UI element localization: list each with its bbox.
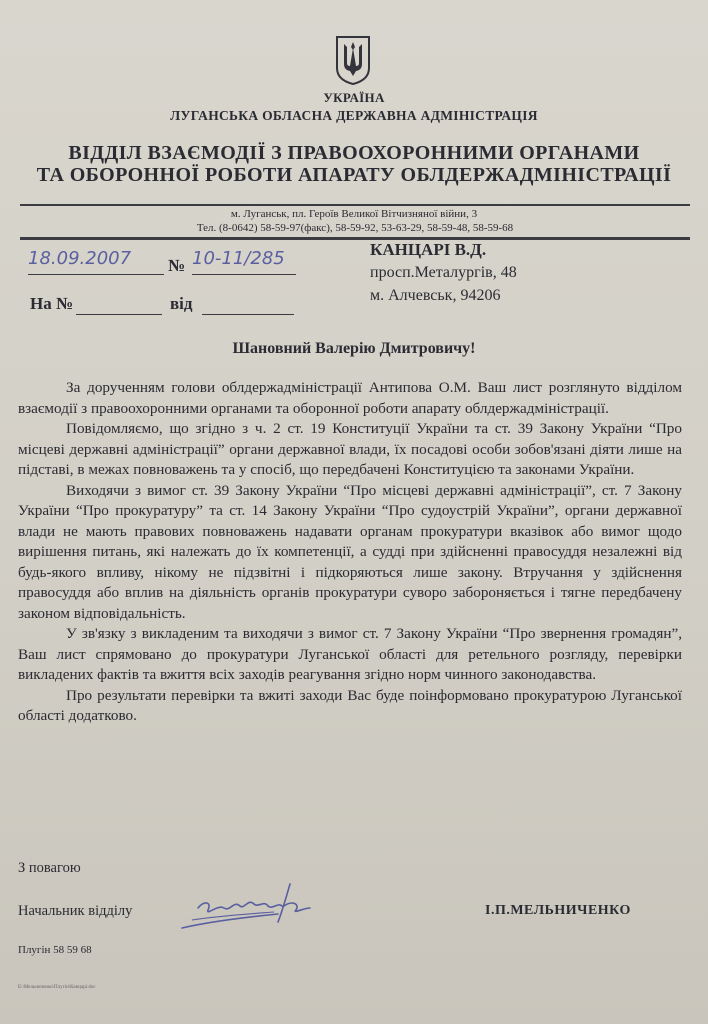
number-label: № bbox=[168, 256, 186, 275]
recipient-name: КАНЦАРІ В.Д. bbox=[370, 240, 487, 259]
reply-to-number-blank bbox=[76, 296, 162, 315]
address-line: м. Луганськ, пл. Героїв Великої Вітчизняної війни, 3 bbox=[230, 208, 478, 220]
handwritten-signature bbox=[178, 878, 328, 936]
reply-to-date-blank bbox=[202, 296, 294, 315]
letter-body bbox=[18, 378, 682, 727]
outgoing-date: 18.09.2007 bbox=[28, 248, 132, 269]
body-paragraph: За дорученням голови облдержадміністрації Антипова О.М. Ваш лист розглянуто відділом взаємодії з правоохоронними органами та оборонної роботи апарату облдержадміністрації. bbox=[18, 379, 682, 417]
body-paragraph: Виходячи з вимог ст. 39 Закону України “Про місцеві державні адміністрації”, ст. 7 Закону України “Про прокуратуру” та ст. 14 Закону України “Про судоустрій України”, органи державної влади не мають правових повноважень надавати органам прокуратури вказівок або вимог щодо вирішення питань, які належать до їх компетенції, а судді при здійсненні правосуддя незалежні від будь-якого впливу, нікому не підзвітні і підкоряються лише закону. Втручання у здійснення правосуддя або вплив на діяльність органів прокуратури суворо забороняється і тягне передбачену законом відповідальність. bbox=[18, 481, 682, 622]
body-paragraph: Повідомляємо, що згідно з ч. 2 ст. 19 Конституції України та ст. 39 Закону України “Про місцеві державні адміністрації” органи державної влади, їх посадові особи зобов'язані діяти лише на підставі, в межах повноважень та у спосіб, що передбачені Конституцією та законами України. bbox=[18, 420, 682, 478]
header-rule-bottom bbox=[20, 237, 690, 240]
administration-name: ЛУГАНСЬКА ОБЛАСНА ДЕРЖАВНА АДМІНІСТРАЦІЯ bbox=[170, 108, 538, 123]
file-path: E:\Мельниченко\Плугін\Канцарі.doc bbox=[18, 985, 96, 990]
outgoing-number: 10-11/285 bbox=[192, 248, 285, 269]
reply-to-label: На № bbox=[30, 294, 74, 313]
body-paragraph: Про результати перевірки та вжиті заходи Вас буде поінформовано прокуратурою Луганської області додатково. bbox=[18, 686, 682, 724]
outgoing-number-field bbox=[192, 248, 296, 275]
outgoing-date-field bbox=[28, 248, 164, 275]
closing-regards: З повагою bbox=[18, 860, 81, 876]
department-name-line2: ТА ОБОРОННОЇ РОБОТИ АПАРАТУ ОБЛДЕРЖАДМІНІСТРАЦІЇ bbox=[36, 164, 672, 186]
country-name: УКРАЇНА bbox=[323, 90, 385, 105]
from-label: від bbox=[170, 294, 193, 313]
signatory-name: І.П.МЕЛЬНИЧЕНКО bbox=[485, 903, 631, 918]
header-rule-top bbox=[20, 204, 690, 206]
executor-info: Плугін 58 59 68 bbox=[18, 944, 92, 956]
body-paragraph: У зв'язку з викладеним та виходячи з вимог ст. 7 Закону України “Про звернення громадян”, Ваш лист спрямовано до прокуратури Луганської області для ретельного розгляду, перевірки викладених фактів та вжиття всіх заходів реагування згідно норм чинного законодавства. bbox=[18, 625, 682, 683]
phone-line: Тел. (8-0642) 58-59-97(факс), 58-59-92, 53-63-29, 58-59-48, 58-59-68 bbox=[196, 222, 514, 234]
trident-coat-of-arms-icon bbox=[334, 34, 372, 86]
signatory-position: Начальник відділу bbox=[18, 903, 133, 919]
recipient-street: просп.Металургів, 48 bbox=[370, 264, 517, 281]
salutation: Шановний Валерію Дмитровичу! bbox=[232, 340, 476, 357]
recipient-city: м. Алчевськ, 94206 bbox=[370, 287, 501, 304]
department-name-line1: ВІДДІЛ ВЗАЄМОДІЇ З ПРАВООХОРОННИМИ ОРГАНАМИ bbox=[68, 142, 640, 164]
